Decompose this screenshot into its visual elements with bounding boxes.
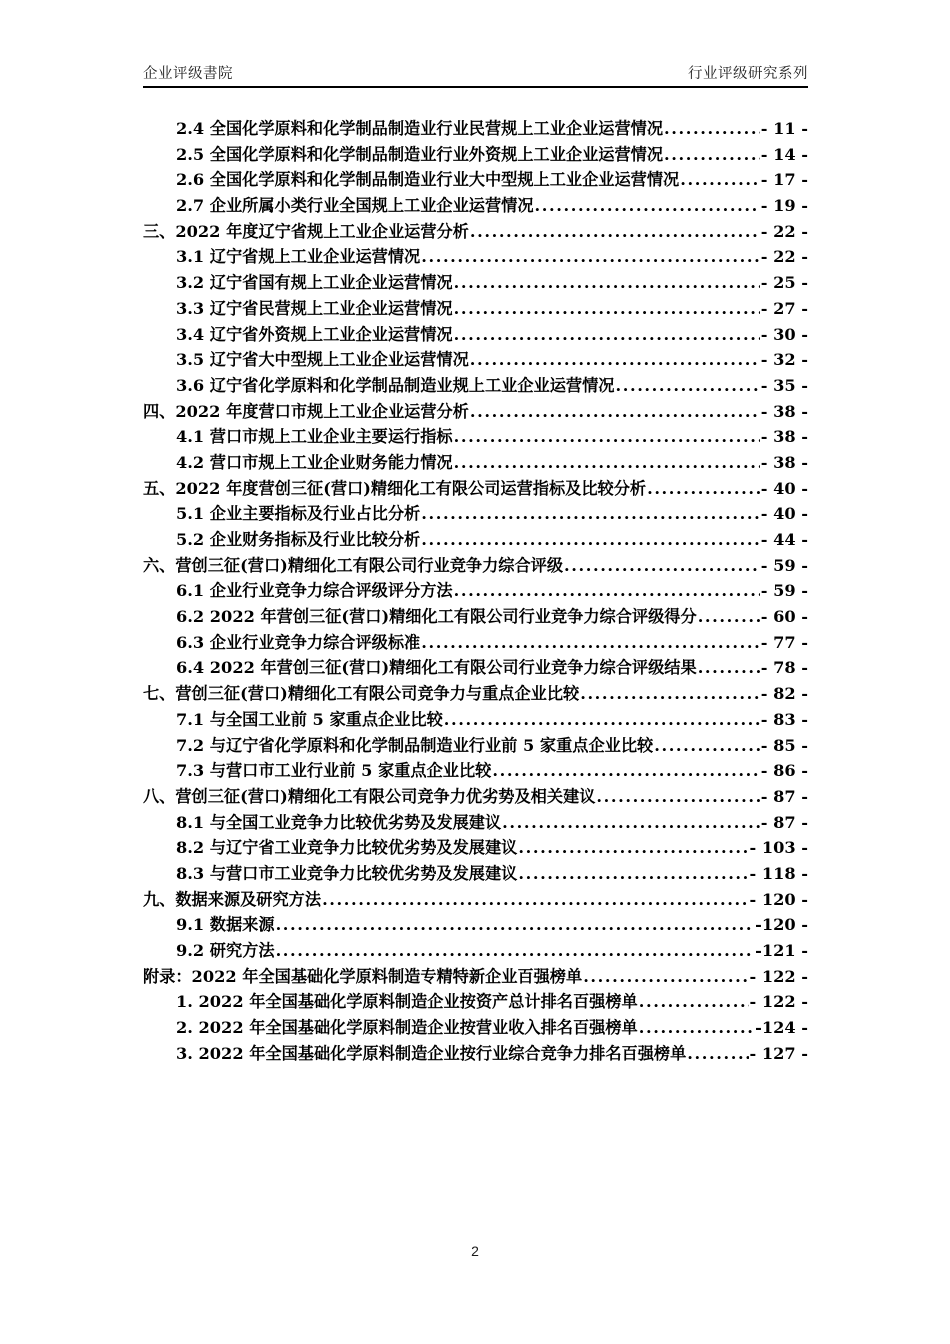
toc-leader-dots (470, 350, 760, 369)
toc-leader-dots (518, 838, 748, 857)
toc-entry-page: - 38 - (760, 452, 808, 472)
toc-entry[interactable] (143, 937, 808, 963)
toc-entry[interactable] (143, 423, 808, 449)
toc-leader-dots (444, 710, 760, 729)
toc-leader-dots (454, 299, 760, 318)
toc-leader-dots (502, 813, 760, 832)
toc-leader-dots (698, 607, 760, 626)
toc-entry-page: -120 - (755, 915, 808, 935)
toc-entry[interactable] (143, 783, 808, 809)
toc-leader-dots (421, 530, 760, 549)
toc-entry-page: - 30 - (760, 324, 808, 344)
toc-entry-label: 7.2 与辽宁省化学原料和化学制品制造业行业前 5 家重点企业比较 (176, 735, 654, 755)
toc-entry[interactable] (143, 886, 808, 912)
toc-entry-label: 附录：2022 年全国基础化学原料制造专精特新企业百强榜单 (143, 966, 583, 986)
toc-leader-dots (580, 684, 760, 703)
toc-entry[interactable] (143, 706, 808, 732)
toc-leader-dots (680, 170, 760, 189)
toc-leader-dots (687, 1044, 748, 1063)
toc-entry[interactable] (143, 860, 808, 886)
toc-entry-page: - 14 - (760, 144, 808, 164)
toc-entry-page: - 85 - (760, 735, 808, 755)
toc-entry-page: - 19 - (760, 196, 808, 216)
toc-entry-label: 2.7 企业所属小类行业全国规上工业企业运营情况 (176, 196, 534, 216)
toc-entry-page: - 17 - (760, 170, 808, 190)
toc-leader-dots (454, 427, 760, 446)
toc-entry[interactable] (143, 346, 808, 372)
toc-entry[interactable] (143, 115, 808, 141)
toc-leader-dots (454, 453, 760, 472)
toc-entry-label: 4.2 营口市规上工业企业财务能力情况 (176, 452, 453, 472)
header-rule (143, 86, 808, 88)
toc-entry[interactable] (143, 500, 808, 526)
toc-leader-dots (564, 556, 760, 575)
toc-entry-page: - 32 - (760, 350, 808, 370)
toc-entry[interactable] (143, 809, 808, 835)
page-footer (0, 1243, 950, 1259)
toc-entry-label: 八、营创三征(营口)精细化工有限公司竞争力优劣势及相关建议 (143, 786, 596, 806)
toc-leader-dots (470, 402, 760, 421)
toc-entry[interactable] (143, 321, 808, 347)
toc-leader-dots (492, 761, 759, 780)
toc-entry-label: 8.2 与辽宁省工业竞争力比较优劣势及发展建议 (176, 838, 518, 858)
toc-entry-label: 3. 2022 年全国基础化学原料制造企业按行业综合竞争力排名百强榜单 (176, 1043, 687, 1063)
page-number: 2 (471, 1243, 479, 1259)
toc-entry[interactable] (143, 218, 808, 244)
toc-entry[interactable] (143, 654, 808, 680)
toc-leader-dots (276, 915, 755, 934)
toc-entry-label: 3.5 辽宁省大中型规上工业企业运营情况 (176, 350, 469, 370)
toc-entry[interactable] (143, 372, 808, 398)
toc-entry-page: - 86 - (760, 761, 808, 781)
toc-entry-page: - 40 - (760, 504, 808, 524)
toc-entry-page: - 27 - (760, 298, 808, 318)
toc-entry-label: 3.4 辽宁省外资规上工业企业运营情况 (176, 324, 453, 344)
toc-entry-label: 九、数据来源及研究方法 (143, 889, 322, 909)
toc-entry-page: - 35 - (760, 375, 808, 395)
toc-entry-page: - 11 - (760, 119, 808, 138)
toc-entry-label: 9.2 研究方法 (176, 941, 275, 960)
toc-entry-label: 3.1 辽宁省规上工业企业运营情况 (176, 247, 421, 267)
toc-leader-dots (698, 658, 760, 677)
toc-entry-page: - 87 - (760, 812, 808, 832)
table-of-contents (143, 115, 808, 1065)
header-right-text: 行业评级研究系列 (688, 66, 808, 82)
toc-entry[interactable] (143, 1040, 808, 1066)
toc-entry-label: 8.3 与营口市工业竞争力比较优劣势及发展建议 (176, 863, 518, 883)
toc-entry[interactable] (143, 1014, 808, 1040)
toc-entry[interactable] (143, 577, 808, 603)
toc-entry-label: 6.3 企业行业竞争力综合评级标准 (176, 632, 421, 652)
toc-leader-dots (615, 376, 759, 395)
toc-leader-dots (639, 992, 749, 1011)
toc-leader-dots (454, 325, 760, 344)
toc-entry-label: 3.2 辽宁省国有规上工业企业运营情况 (176, 273, 453, 293)
toc-entry-label: 2. 2022 年全国基础化学原料制造企业按营业收入排名百强榜单 (176, 1018, 638, 1038)
toc-entry-page: -124 - (755, 1018, 808, 1038)
toc-entry-label: 7.1 与全国工业前 5 家重点企业比较 (176, 709, 443, 729)
toc-entry[interactable] (143, 449, 808, 475)
toc-entry-label: 2.5 全国化学原料和化学制品制造业行业外资规上工业企业运营情况 (176, 144, 664, 164)
header-left-text: 企业评级書院 (143, 66, 233, 82)
toc-entry-label: 3.6 辽宁省化学原料和化学制品制造业规上工业企业运营情况 (176, 375, 615, 395)
toc-entry-label: 3.3 辽宁省民营规上工业企业运营情况 (176, 298, 453, 318)
toc-entry[interactable] (143, 988, 808, 1014)
toc-leader-dots (421, 633, 760, 652)
toc-entry-page: - 127 - (749, 1043, 808, 1063)
toc-entry-label: 5.2 企业财务指标及行业比较分析 (176, 530, 421, 549)
toc-entry-page: - 78 - (760, 658, 808, 678)
toc-entry-page: - 120 - (749, 889, 808, 909)
toc-entry-page: - 122 - (749, 966, 808, 986)
toc-entry[interactable] (143, 295, 808, 321)
toc-entry-label: 七、营创三征(营口)精细化工有限公司竞争力与重点企业比较 (143, 684, 580, 704)
toc-entry-page: - 83 - (760, 709, 808, 729)
toc-entry-page: - 103 - (749, 838, 808, 858)
toc-entry-label: 7.3 与营口市工业行业前 5 家重点企业比较 (176, 761, 492, 781)
toc-entry-page: - 87 - (760, 786, 808, 806)
toc-entry-page: - 40 - (760, 478, 808, 498)
toc-entry-label: 四、2022 年度营口市规上工业企业运营分析 (143, 401, 469, 421)
toc-entry-label: 8.1 与全国工业竞争力比较优劣势及发展建议 (176, 812, 502, 832)
toc-entry-page: - 77 - (760, 632, 808, 652)
toc-leader-dots (421, 504, 760, 523)
toc-leader-dots (583, 967, 748, 986)
toc-entry[interactable] (143, 475, 808, 501)
toc-entry[interactable] (143, 269, 808, 295)
toc-leader-dots (639, 1018, 754, 1037)
toc-leader-dots (654, 736, 760, 755)
toc-entry-page: - 122 - (749, 992, 808, 1012)
toc-entry[interactable] (143, 629, 808, 655)
toc-entry[interactable] (143, 732, 808, 758)
toc-leader-dots (454, 581, 760, 600)
toc-entry[interactable] (143, 757, 808, 783)
toc-entry-label: 六、营创三征(营口)精细化工有限公司行业竞争力综合评级 (143, 555, 564, 575)
toc-entry-label: 三、2022 年度辽宁省规上工业企业运营分析 (143, 221, 469, 241)
toc-leader-dots (535, 196, 760, 215)
toc-entry[interactable] (143, 141, 808, 167)
toc-entry-page: - 59 - (760, 581, 808, 601)
toc-entry-label: 6.1 企业行业竞争力综合评级评分方法 (176, 581, 453, 601)
toc-entry-page: - 59 - (760, 555, 808, 575)
toc-entry-page: - 38 - (760, 427, 808, 447)
toc-entry-page: - 118 - (749, 863, 808, 883)
toc-entry-page: -121 - (755, 941, 808, 960)
toc-entry[interactable] (143, 552, 808, 578)
toc-entry[interactable] (143, 680, 808, 706)
toc-leader-dots (470, 222, 760, 241)
toc-leader-dots (596, 787, 759, 806)
toc-entry[interactable] (143, 243, 808, 269)
toc-entry-label: 2.4 全国化学原料和化学制品制造业行业民营规上工业企业运营情况 (176, 119, 664, 138)
toc-entry[interactable] (143, 526, 808, 552)
toc-entry-label: 1. 2022 年全国基础化学原料制造企业按资产总计排名百强榜单 (176, 992, 638, 1012)
toc-entry[interactable] (143, 963, 808, 989)
toc-entry-page: - 22 - (760, 221, 808, 241)
toc-entry[interactable] (143, 911, 808, 937)
toc-entry-page: - 60 - (760, 607, 808, 627)
toc-leader-dots (454, 273, 760, 292)
toc-entry-page: - 25 - (760, 273, 808, 293)
toc-entry-label: 9.1 数据来源 (176, 915, 275, 935)
toc-entry[interactable] (143, 192, 808, 218)
toc-entry-label: 6.4 2022 年营创三征(营口)精细化工有限公司行业竞争力综合评级结果 (176, 658, 697, 678)
toc-leader-dots (664, 145, 760, 164)
toc-entry-label: 五、2022 年度营创三征(营口)精细化工有限公司运营指标及比较分析 (143, 478, 647, 498)
toc-leader-dots (276, 941, 755, 960)
toc-entry[interactable] (143, 603, 808, 629)
toc-leader-dots (664, 119, 760, 138)
toc-entry[interactable] (143, 398, 808, 424)
toc-leader-dots (421, 247, 760, 266)
toc-entry[interactable] (143, 834, 808, 860)
toc-leader-dots (322, 890, 748, 909)
toc-entry-page: - 82 - (760, 684, 808, 704)
page-header (143, 62, 808, 88)
toc-entry-label: 4.1 营口市规上工业企业主要运行指标 (176, 427, 453, 447)
toc-leader-dots (647, 479, 760, 498)
toc-entry-page: - 44 - (760, 530, 808, 549)
toc-entry-label: 5.1 企业主要指标及行业占比分析 (176, 504, 421, 524)
toc-entry-page: - 38 - (760, 401, 808, 421)
toc-entry[interactable] (143, 166, 808, 192)
toc-leader-dots (518, 864, 748, 883)
toc-entry-page: - 22 - (760, 247, 808, 267)
toc-entry-label: 2.6 全国化学原料和化学制品制造业行业大中型规上工业企业运营情况 (176, 170, 680, 190)
toc-entry-label: 6.2 2022 年营创三征(营口)精细化工有限公司行业竞争力综合评级得分 (176, 607, 697, 627)
